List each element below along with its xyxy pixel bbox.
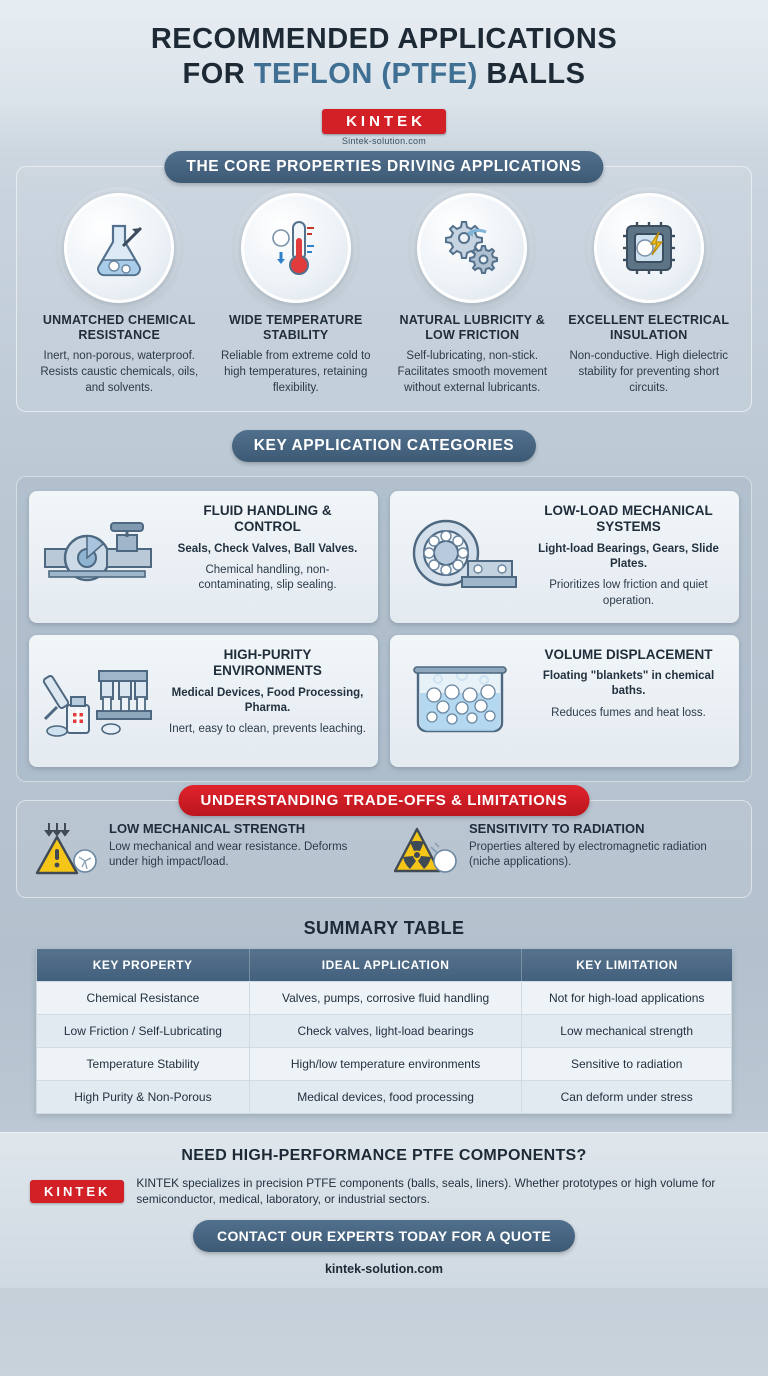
medical-lab-icon bbox=[39, 647, 159, 755]
table-cell: Can deform under stress bbox=[522, 1080, 732, 1113]
core-item-title: WIDE TEMPERATURE STABILITY bbox=[228, 312, 363, 343]
table-cell: Valves, pumps, corrosive fluid handling bbox=[249, 981, 522, 1014]
core-item-lubricity bbox=[386, 193, 559, 397]
kintek-logo-text: KINTEK bbox=[346, 112, 426, 130]
category-card-desc: Prioritizes low friction and quiet operation. bbox=[549, 579, 708, 607]
category-card-text bbox=[530, 647, 727, 755]
core-properties-row bbox=[27, 187, 741, 397]
category-card-subtitle: Medical Devices, Food Processing, Pharma. bbox=[171, 686, 364, 714]
tradeoffs-heading-wrap bbox=[179, 785, 590, 816]
summary-table-title: SUMMARY TABLE bbox=[303, 917, 465, 938]
table-row bbox=[37, 981, 732, 1014]
circuit-chip-icon bbox=[613, 212, 685, 284]
title-line-1: RECOMMENDED APPLICATIONS bbox=[150, 23, 618, 55]
summary-table-head bbox=[37, 949, 732, 982]
table-row bbox=[37, 1047, 732, 1080]
footer-kintek-logo: KINTEK bbox=[30, 1180, 124, 1203]
core-properties-section bbox=[16, 157, 752, 412]
header bbox=[0, 0, 768, 103]
table-col-key-limitation: KEY LIMITATION bbox=[522, 949, 732, 982]
category-card-title: LOW-LOAD MECHANICAL SYSTEMS bbox=[544, 502, 713, 535]
core-icon-circle bbox=[594, 193, 704, 303]
categories-grid bbox=[16, 476, 752, 782]
category-card-subtitle: Floating "blankets" in chemical baths. bbox=[542, 670, 715, 698]
table-cell: High/low temperature environments bbox=[249, 1047, 522, 1080]
core-item-desc: Self-lubricating, non-stick. Facilitates smooth movement without external lubricants. bbox=[397, 350, 548, 394]
kintek-logo-subtitle: Sintek-solution.com bbox=[341, 135, 427, 146]
category-card-subtitle: Light-load Bearings, Gears, Slide Plates. bbox=[538, 542, 719, 570]
warning-crack-icon bbox=[31, 821, 99, 883]
table-cell: Chemical Resistance bbox=[37, 981, 250, 1014]
category-card-subtitle: Seals, Check Valves, Ball Valves. bbox=[177, 542, 358, 555]
category-card-high-purity bbox=[29, 635, 378, 767]
category-card-mechanical-systems bbox=[390, 491, 739, 623]
categories-section bbox=[0, 430, 768, 782]
footer bbox=[0, 1132, 768, 1288]
table-col-key-property: KEY PROPERTY bbox=[37, 949, 250, 982]
bearing-icon bbox=[400, 503, 520, 611]
tradeoff-text bbox=[109, 821, 377, 871]
footer-website-url[interactable]: kintek-solution.com bbox=[324, 1261, 444, 1276]
category-card-fluid-handling bbox=[29, 491, 378, 623]
footer-content-row bbox=[20, 1175, 748, 1208]
table-row bbox=[37, 1080, 732, 1113]
category-card-text bbox=[169, 647, 366, 755]
core-properties-heading-wrap bbox=[164, 151, 603, 183]
category-card-text bbox=[530, 503, 727, 611]
tradeoff-text bbox=[469, 821, 737, 871]
category-card-volume-displacement bbox=[390, 635, 739, 767]
kintek-logo bbox=[322, 109, 446, 134]
thermometer-icon bbox=[260, 212, 332, 284]
category-card-desc: Chemical handling, non-contaminating, slip sealing. bbox=[198, 563, 337, 592]
tradeoffs-section bbox=[16, 791, 752, 898]
tradeoff-title: LOW MECHANICAL STRENGTH bbox=[109, 820, 306, 836]
core-item-temperature-stability bbox=[210, 193, 383, 397]
footer-description: KINTEK specializes in precision PTFE components (balls, seals, liners). Whether prototypes or high volume for semiconductor, medical, laboratory, or industrial sectors. bbox=[136, 1175, 716, 1207]
core-item-title: NATURAL LUBRICITY & LOW FRICTION bbox=[399, 312, 545, 343]
table-col-ideal-application: IDEAL APPLICATION bbox=[249, 949, 522, 982]
category-card-desc: Inert, easy to clean, prevents leaching. bbox=[169, 723, 366, 736]
title-line-2-accent: TEFLON (PTFE) bbox=[253, 58, 478, 91]
core-item-title: UNMATCHED CHEMICAL RESISTANCE bbox=[42, 312, 196, 343]
title-line-2-post: BALLS bbox=[477, 58, 586, 91]
table-cell: Low mechanical strength bbox=[522, 1014, 732, 1047]
tradeoff-title: SENSITIVITY TO RADIATION bbox=[469, 820, 645, 836]
table-row bbox=[37, 1014, 732, 1047]
category-card-title: VOLUME DISPLACEMENT bbox=[544, 646, 713, 662]
table-cell: Temperature Stability bbox=[37, 1047, 250, 1080]
core-icon-circle bbox=[417, 193, 527, 303]
core-item-title: EXCELLENT ELECTRICAL INSULATION bbox=[568, 312, 730, 343]
category-card-text bbox=[169, 503, 366, 611]
summary-table bbox=[36, 949, 732, 1114]
title-line-2-pre: FOR bbox=[182, 58, 254, 91]
category-card-desc: Reduces fumes and heat loss. bbox=[551, 706, 706, 719]
core-icon-circle bbox=[241, 193, 351, 303]
summary-table-body bbox=[37, 981, 732, 1113]
table-cell: Not for high-load applications bbox=[522, 981, 732, 1014]
flask-icon bbox=[83, 212, 155, 284]
core-properties-heading: THE CORE PROPERTIES DRIVING APPLICATIONS bbox=[164, 151, 603, 183]
table-cell: High Purity & Non-Porous bbox=[37, 1080, 250, 1113]
core-icon-circle bbox=[64, 193, 174, 303]
table-cell: Low Friction / Self-Lubricating bbox=[37, 1014, 250, 1047]
categories-heading: KEY APPLICATION CATEGORIES bbox=[232, 430, 536, 462]
valve-pump-icon bbox=[39, 503, 159, 611]
table-cell: Sensitive to radiation bbox=[522, 1047, 732, 1080]
table-cell: Check valves, light-load bearings bbox=[249, 1014, 522, 1047]
radiation-warning-icon bbox=[391, 821, 459, 883]
core-item-chemical-resistance bbox=[33, 193, 206, 397]
category-card-title: FLUID HANDLING & CONTROL bbox=[203, 502, 332, 535]
gears-icon bbox=[436, 212, 508, 284]
tradeoff-desc: Properties altered by electromagnetic radiation (niche applications). bbox=[469, 840, 707, 869]
core-item-desc: Reliable from extreme cold to high temperatures, retaining flexibility. bbox=[220, 350, 371, 394]
footer-title: NEED HIGH-PERFORMANCE PTFE COMPONENTS? bbox=[181, 1146, 587, 1164]
title-line-2 bbox=[20, 57, 748, 92]
core-item-electrical-insulation bbox=[563, 193, 736, 397]
tradeoffs-heading: UNDERSTANDING TRADE-OFFS & LIMITATIONS bbox=[179, 785, 590, 816]
tank-balls-icon bbox=[400, 647, 520, 755]
core-item-desc: Inert, non-porous, waterproof. Resists caustic chemicals, oils, and solvents. bbox=[40, 350, 199, 394]
tradeoff-radiation-sensitivity bbox=[391, 821, 737, 883]
contact-cta-button[interactable]: CONTACT OUR EXPERTS TODAY FOR A QUOTE bbox=[193, 1220, 575, 1252]
tradeoff-low-strength bbox=[31, 821, 377, 883]
table-header-row bbox=[37, 949, 732, 982]
core-item-desc: Non-conductive. High dielectric stability for preventing short circuits. bbox=[569, 350, 729, 394]
brand-logo-block bbox=[0, 103, 768, 150]
tradeoff-desc: Low mechanical and wear resistance. Deforms under high impact/load. bbox=[109, 840, 348, 869]
tradeoffs-row bbox=[31, 821, 737, 883]
category-card-title: HIGH-PURITY ENVIRONMENTS bbox=[213, 646, 322, 679]
table-cell: Medical devices, food processing bbox=[249, 1080, 522, 1113]
page-title bbox=[20, 22, 748, 93]
